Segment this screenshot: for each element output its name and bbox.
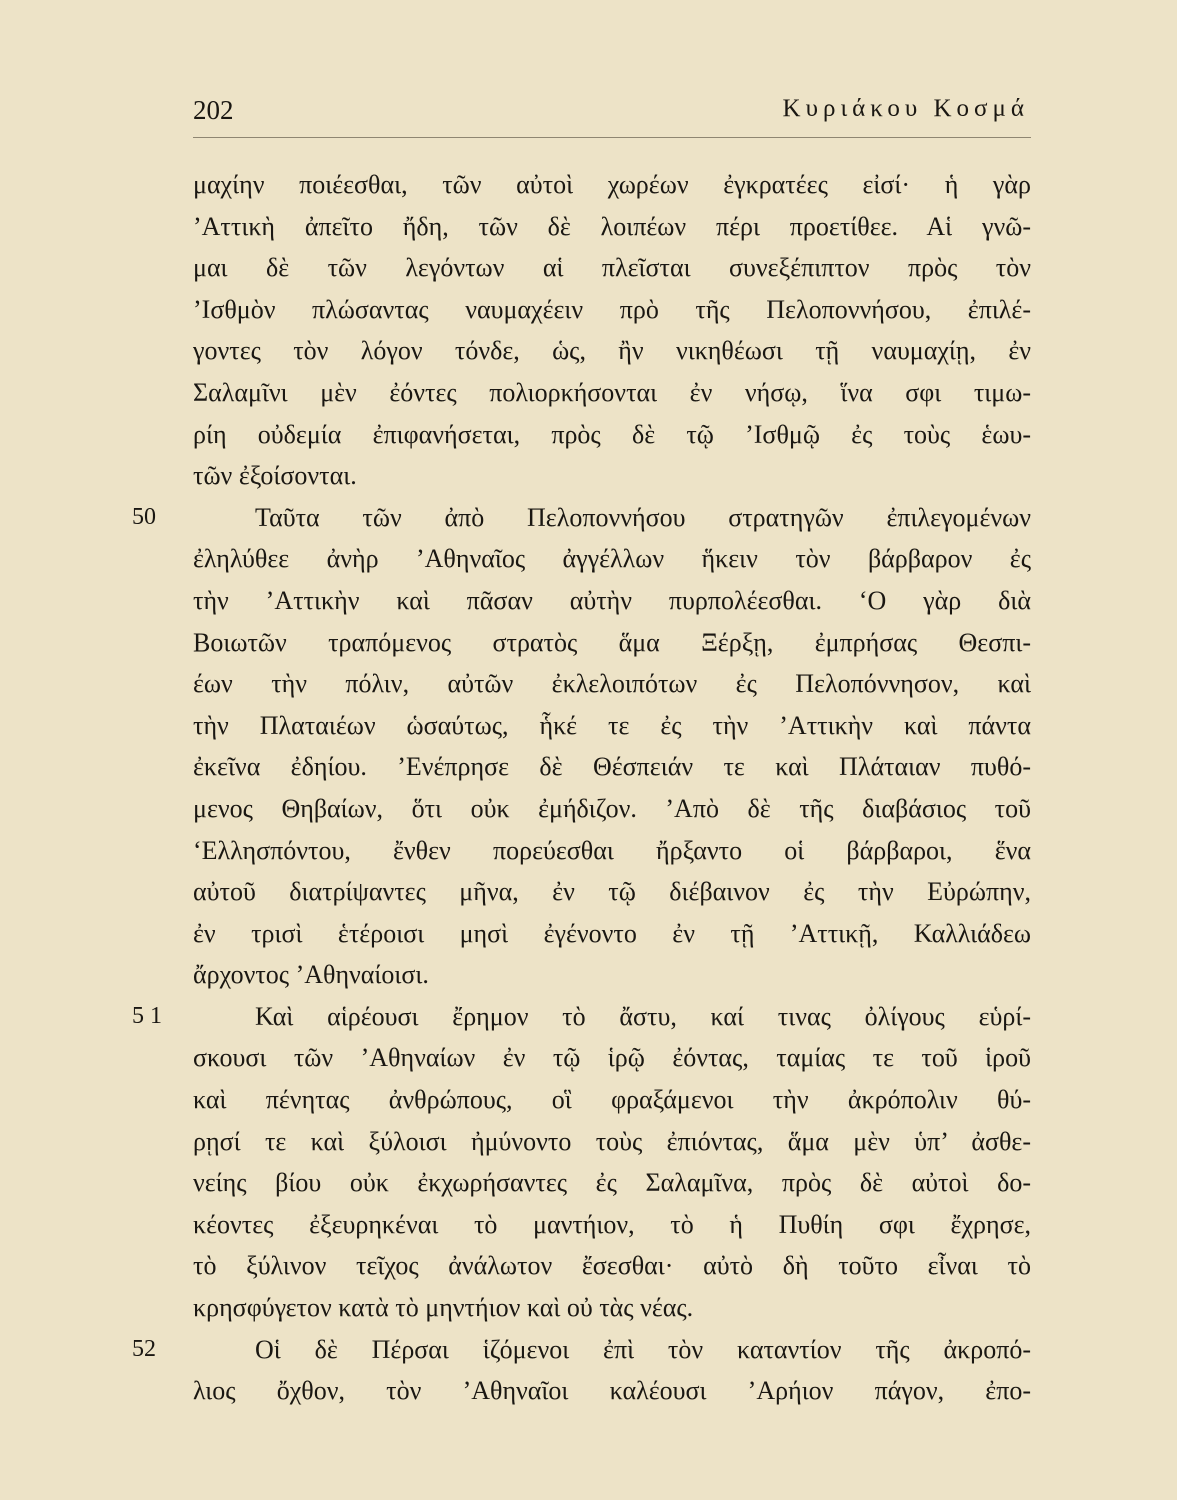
text-line: μαχίην ποιέεσθαι, τῶν αὐτοὶ χωρέων ἐγκρατέες εἰσί· ἡ γὰρ <box>193 170 1031 199</box>
text-line: 52 Οἱ δὲ Πέρσαι ἱζόμενοι ἐπὶ τὸν καταντίον τῆς ἀκροπό- <box>193 1329 1031 1371</box>
section-number: 52 <box>132 1335 156 1362</box>
text-line: 5 1 Καὶ αἱρέουσι ἔρημον τὸ ἄστυ, καί τινας ὀλίγους εὑρί- <box>193 996 1031 1038</box>
text-line: Βοιωτῶν τραπόμενος στρατὸς ἅμα Ξέρξῃ, ἐμπρήσας Θεσπι- <box>193 627 1031 657</box>
text-line: σκουσι τῶν ’Αθηναίων ἐν τῷ ἱρῷ ἐόντας, ταμίας τε τοῦ ἱροῦ <box>193 1043 1031 1073</box>
text-line: ρίη οὐδεμία ἐπιφανήσεται, πρὸς δὲ τῷ ’Ισθμῷ ἐς τοὺς ἑωυ- <box>193 419 1031 449</box>
header-rule <box>193 137 1031 138</box>
page-number: 202 <box>193 95 234 125</box>
text-line: 50 Ταῦτα τῶν ἀπὸ Πελοποννήσου στρατηγῶν ἐπιλεγομένων <box>193 497 1031 539</box>
text-line: τὴν ’Αττικὴν καὶ πᾶσαν αὐτὴν πυρπολέεσθαι. ‘Ο γὰρ διὰ <box>193 585 1031 615</box>
text-line: αὐτοῦ διατρίψαντες μῆνα, ἐν τῷ διέβαινον ἐς τὴν Εὐρώπην, <box>193 877 1031 907</box>
text-line: ’Αττικὴ ἀπεῖτο ἤδη, τῶν δὲ λοιπέων πέρι προετίθεε. Αἱ γνῶ- <box>193 211 1031 241</box>
text-line: τὴν Πλαταιέων ὡσαύτως, ἧκέ τε ἐς τὴν ’Αττικὴν καὶ πάντα <box>193 710 1031 740</box>
text-line: ἐν τρισὶ ἑτέροισι μησὶ ἐγένοντο ἐν τῇ ’Αττικῇ, Καλλιάδεω <box>193 918 1031 948</box>
text-line: νείης βίου οὐκ ἐκχωρήσαντες ἐς Σαλαμῖνα, πρὸς δὲ αὐτοὶ δο- <box>193 1168 1031 1198</box>
text-line: ρῃσί τε καὶ ξύλοισι ἠμύνοντο τοὺς ἐπιόντας, ἅμα μὲν ὑπ’ ἀσθε- <box>193 1126 1031 1156</box>
text-line: μενος Θηβαίων, ὅτι οὐκ ἐμήδιζον. ’Απὸ δὲ τῆς διαβάσιος τοῦ <box>193 793 1031 823</box>
text-line: ἐληλύθεε ἀνὴρ ’Αθηναῖος ἀγγέλλων ἥκειν τὸν βάρβαρον ἐς <box>193 544 1031 574</box>
text-line: έων τὴν πόλιν, αὐτῶν ἐκλελοιπότων ἐς Πελοπόννησον, καὶ <box>193 669 1031 699</box>
text-line: γοντες τὸν λόγον τόνδε, ὡς, ἢν νικηθέωσι τῇ ναυμαχίῃ, ἐν <box>193 336 1031 366</box>
text-line: τὸ ξύλινον τεῖχος ἀνάλωτον ἔσεσθαι· αὐτὸ δὴ τοῦτο εἶναι τὸ <box>193 1251 1031 1281</box>
text-line: Σαλαμῖνι μὲν ἐόντες πολιορκήσονται ἐν νήσῳ, ἵνα σφι τιμω- <box>193 377 1031 407</box>
text-line: λιος ὄχθον, τὸν ’Αθηναῖοι καλέουσι ’Αρήιον πάγον, ἐπο- <box>193 1376 1031 1406</box>
text-line: ‘Ελλησπόντου, ἔνθεν πορεύεσθαι ἤρξαντο οἱ βάρβαροι, ἕνα <box>193 835 1031 865</box>
text-line: ἄρχοντος ’Αθηναίοισι. <box>193 960 429 990</box>
section-number: 5 1 <box>132 1002 162 1029</box>
text-line: τῶν ἐξοίσονται. <box>193 461 357 491</box>
section-number: 50 <box>132 503 156 530</box>
text-line: ἐκεῖνα ἐδηίου. ’Ενέπρησε δὲ Θέσπειάν τε καὶ Πλάταιαν πυθό- <box>193 752 1031 782</box>
text-line: μαι δὲ τῶν λεγόντων αἱ πλεῖσται συνεξέπιπτον πρὸς τὸν <box>193 253 1031 283</box>
text-line: κέοντες ἐξευρηκέναι τὸ μαντήιον, τὸ ἡ Πυθίη σφι ἔχρησε, <box>193 1209 1031 1239</box>
text-line: καὶ πένητας ἀνθρώπους, οἳ φραξάμενοι τὴν ἀκρόπολιν θύ- <box>193 1085 1031 1115</box>
body-text <box>132 164 1031 1412</box>
text-line: ’Ισθμὸν πλώσαντας ναυμαχέειν πρὸ τῆς Πελοποννήσου, ἐπιλέ- <box>193 294 1031 324</box>
running-title: Κυριάκου Κοσμά <box>782 95 1029 122</box>
text-line: κρησφύγετον κατὰ τὸ μηντήιον καὶ οὐ τὰς νέας. <box>193 1293 694 1323</box>
